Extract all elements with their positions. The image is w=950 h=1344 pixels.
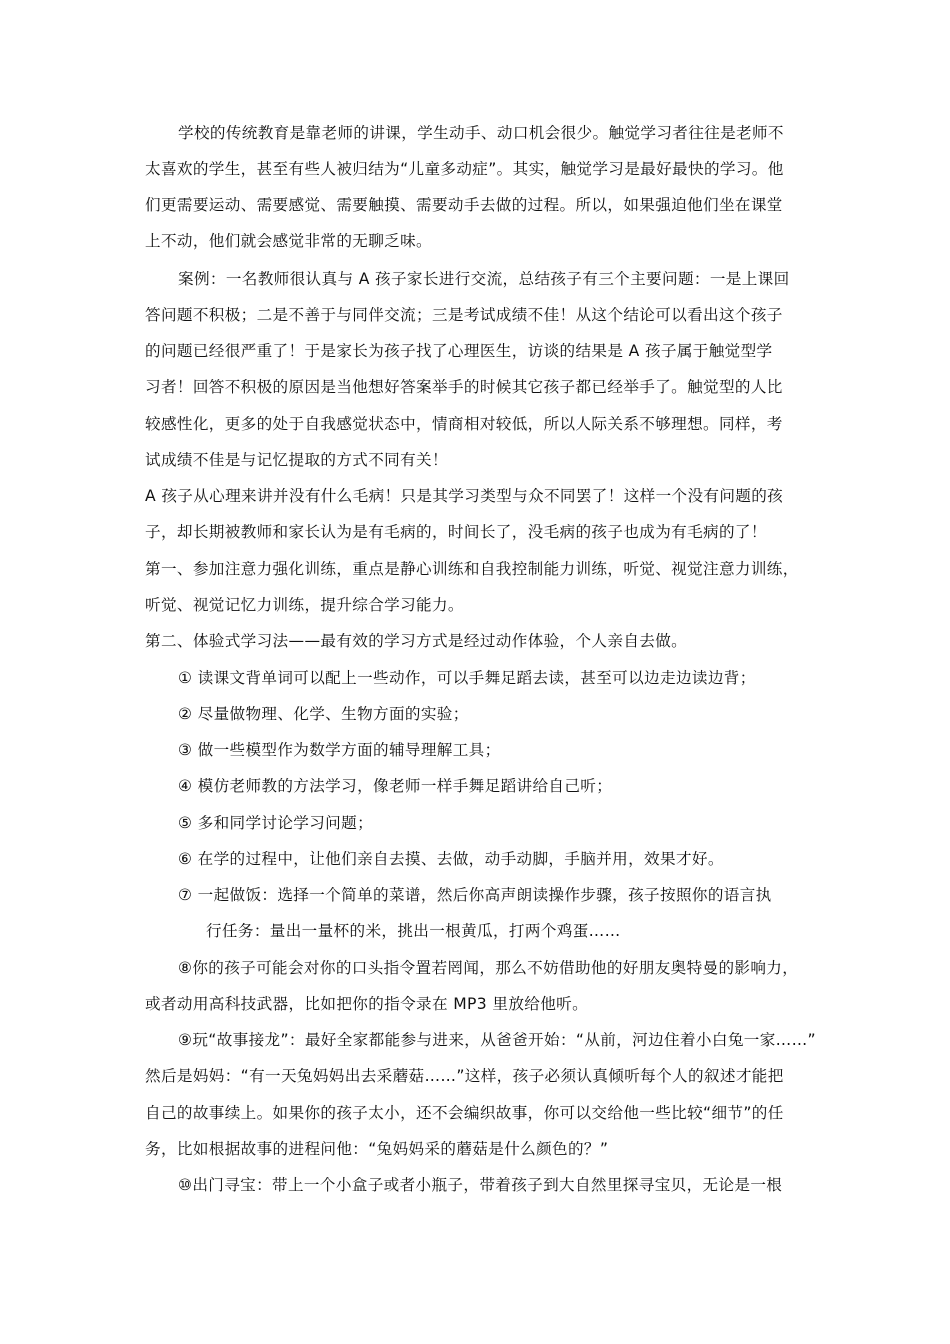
paragraph-line: ⑩出门寻宝：带上一个小盒子或者小瓶子，带着孩子到大自然里探寻宝贝，无论是一根	[178, 1176, 783, 1194]
list-item-continuation: 行任务：量出一量杯的米，挑出一根黄瓜，打两个鸡蛋……	[206, 922, 621, 940]
list-item: ③ 做一些模型作为数学方面的辅导理解工具；	[178, 741, 501, 759]
paragraph-line: 的问题已经很严重了！于是家长为孩子找了心理医生，访谈的结果是 A 孩子属于触觉型学	[145, 342, 773, 360]
paragraph-line: 子，却长期被教师和家长认为是有毛病的，时间长了，没毛病的孩子也成为有毛病的了！	[145, 523, 767, 541]
paragraph-line: 听觉、视觉记忆力训练，提升综合学习能力。	[145, 596, 464, 614]
paragraph-line: 太喜欢的学生，甚至有些人被归结为“儿童多动症”。其实，触觉学习是最好最快的学习。他	[145, 160, 784, 178]
section-heading: 第二、体验式学习法——最有效的学习方式是经过动作体验，个人亲自去做。	[145, 632, 688, 650]
paragraph-line: 或者动用高科技武器，比如把你的指令录在 MP3 里放给他听。	[145, 995, 589, 1013]
paragraph-line: 试成绩不佳是与记忆提取的方式不同有关！	[145, 451, 448, 469]
list-item: ⑤ 多和同学讨论学习问题；	[178, 814, 374, 832]
paragraph-line: ⑧你的孩子可能会对你的口头指令置若罔闻，那么不妨借助他的好朋友奥特曼的影响力，	[178, 959, 799, 977]
list-item: ② 尽量做物理、化学、生物方面的实验；	[178, 705, 469, 723]
paragraph-line: 上不动，他们就会感觉非常的无聊乏味。	[145, 232, 432, 250]
list-item: ⑦ 一起做饭：选择一个简单的菜谱，然后你高声朗读操作步骤，孩子按照你的语言执	[178, 886, 772, 904]
paragraph-line: 自己的故事续上。如果你的孩子太小，还不会编织故事，你可以交给他一些比较“细节”的任	[145, 1104, 784, 1122]
list-item: ⑥ 在学的过程中，让他们亲自去摸、去做，动手动脚，手脑并用，效果才好。	[178, 850, 724, 868]
list-item: ① 读课文背单词可以配上一些动作，可以手舞足蹈去读，甚至可以边走边读边背；	[178, 669, 756, 687]
paragraph-line: 然后是妈妈：“有一天兔妈妈出去采蘑菇……”这样，孩子必须认真倾听每个人的叙述才能把	[145, 1067, 784, 1085]
paragraph-line: ⑨玩“故事接龙”：最好全家都能参与进来，从爸爸开始：“从前，河边住着小白兔一家……”	[178, 1031, 816, 1049]
paragraph-line: 答问题不积极；二是不善于与同伴交流；三是考试成绩不佳！从这个结论可以看出这个孩子	[145, 306, 783, 324]
paragraph-line: 案例：一名教师很认真与 A 孩子家长进行交流，总结孩子有三个主要问题：一是上课回	[178, 270, 790, 288]
paragraph-line: 较感性化，更多的处于自我感觉状态中，情商相对较低，所以人际关系不够理想。同样，考	[145, 415, 783, 433]
paragraph-line: A 孩子从心理来讲并没有什么毛病！只是其学习类型与众不同罢了！这样一个没有问题的孩	[145, 487, 784, 505]
list-item: ④ 模仿老师教的方法学习，像老师一样手舞足蹈讲给自己听；	[178, 777, 613, 795]
paragraph-line: 务，比如根据故事的进程问他：“兔妈妈采的蘑菇是什么颜色的？”	[145, 1140, 609, 1158]
paragraph-line: 第一、参加注意力强化训练，重点是静心训练和自我控制能力训练，听觉、视觉注意力训练，	[145, 560, 799, 578]
paragraph-line: 学校的传统教育是靠老师的讲课，学生动手、动口机会很少。触觉学习者往往是老师不	[178, 124, 784, 142]
paragraph-line: 习者！回答不积极的原因是当他想好答案举手的时候其它孩子都已经举手了。触觉型的人比	[145, 378, 783, 396]
paragraph-line: 们更需要运动、需要感觉、需要触摸、需要动手去做的过程。所以，如果强迫他们坐在课堂	[145, 196, 783, 214]
